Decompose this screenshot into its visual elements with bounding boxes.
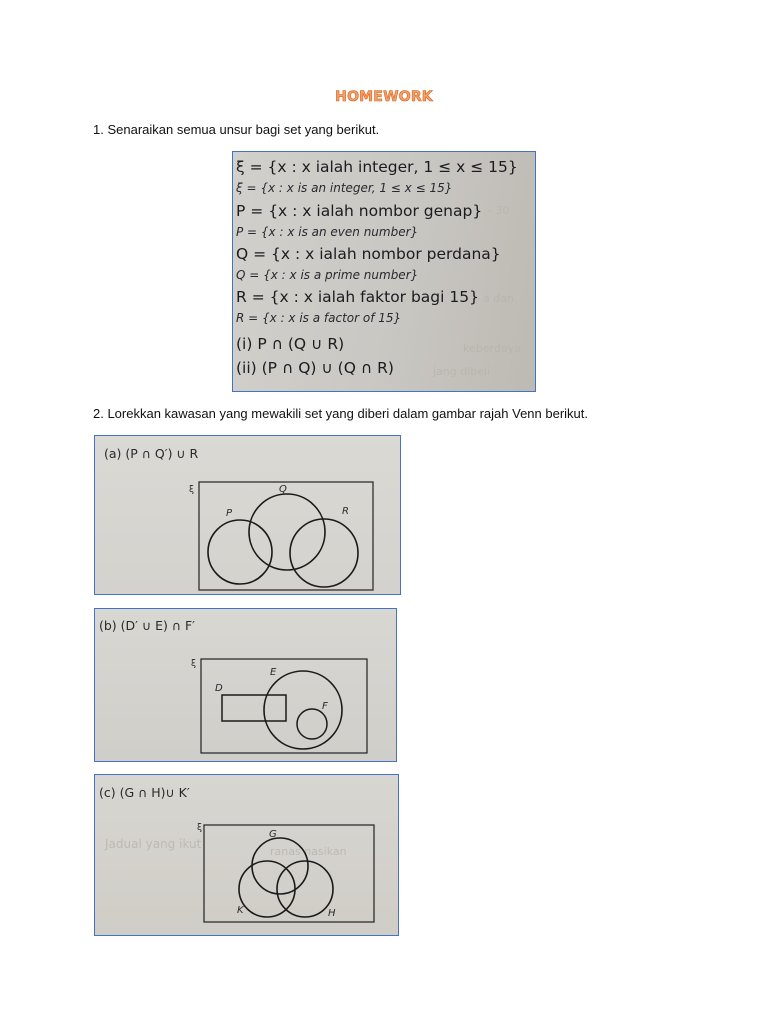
set-p-label: P — [226, 508, 233, 519]
universal-symbol: ξ — [197, 823, 203, 833]
venn-a-expression: (a) (P ∩ Q′) ∪ R — [104, 446, 199, 461]
set-k-circle — [239, 861, 295, 917]
venn-c-expression: (c) (G ∩ H)∪ K′ — [99, 785, 190, 800]
set-h-label: H — [328, 908, 336, 919]
set-definition-line: ξ = {x : x is an integer, 1 ≤ x ≤ 15} — [236, 181, 453, 195]
question-1-text: 1. Senaraikan semua unsur bagi set yang berikut. — [93, 122, 380, 137]
set-definition-line: Q = {x : x is a prime number} — [236, 268, 419, 282]
universal-symbol: ξ — [191, 659, 197, 669]
set-definition-line: R = {x : x is a factor of 15} — [236, 311, 402, 325]
venn-a-diagram — [95, 436, 400, 594]
set-f-label: F — [322, 701, 328, 712]
venn-b-expression: (b) (D′ ∪ E) ∩ F′ — [99, 618, 195, 633]
background-bleed-text: Jadual yang ikut — [105, 837, 202, 851]
set-definition-line: P = {x : x is an even number} — [236, 225, 419, 239]
set-q-circle — [249, 494, 325, 570]
set-definition-line: Q = {x : x ialah nombor perdana} — [236, 245, 501, 263]
set-f-circle — [297, 709, 327, 739]
set-h-circle — [277, 861, 333, 917]
set-r-label: R — [342, 506, 349, 517]
venn-b-diagram — [95, 609, 396, 761]
set-e-label: E — [270, 667, 277, 678]
background-bleed-text: keberdaya — [463, 342, 521, 355]
set-definition-line: (ii) (P ∩ Q) ∪ (Q ∩ R) — [236, 359, 394, 377]
set-k-label: K — [237, 905, 244, 916]
question-1-photo — [232, 151, 536, 392]
question-2-text: 2. Lorekkan kawasan yang mewakili set yang diberi dalam gambar rajah Venn berikut. — [93, 406, 588, 421]
background-bleed-text: ranas nasikan — [270, 845, 347, 858]
set-p-circle — [208, 520, 272, 584]
page-title: HOMEWORK — [335, 89, 433, 105]
set-e-circle — [264, 671, 342, 749]
set-definition-line: R = {x : x ialah faktor bagi 15} — [236, 288, 479, 306]
venn-photo-a — [94, 435, 401, 595]
venn-c-diagram — [95, 775, 398, 935]
set-definition-line: ξ = {x : x ialah integer, 1 ≤ x ≤ 15} — [236, 158, 518, 176]
universal-symbol: ξ — [189, 485, 195, 495]
set-g-label: G — [269, 829, 277, 840]
background-bleed-text: jang dibeli — [433, 365, 491, 378]
background-bleed-text: - 30 — [488, 204, 510, 217]
universal-set-rectangle — [199, 482, 373, 590]
venn-photo-c — [94, 774, 399, 936]
venn-photo-b — [94, 608, 397, 762]
set-definition-line: (i) P ∩ (Q ∪ R) — [236, 335, 345, 353]
set-r-circle — [290, 519, 358, 587]
background-bleed-text: a dan — [483, 292, 514, 305]
set-d-label: D — [215, 683, 223, 694]
set-definition-line: P = {x : x ialah nombor genap} — [236, 202, 483, 220]
set-g-circle — [252, 838, 308, 894]
set-d-rectangle — [222, 695, 286, 721]
set-q-label: Q — [279, 484, 287, 495]
